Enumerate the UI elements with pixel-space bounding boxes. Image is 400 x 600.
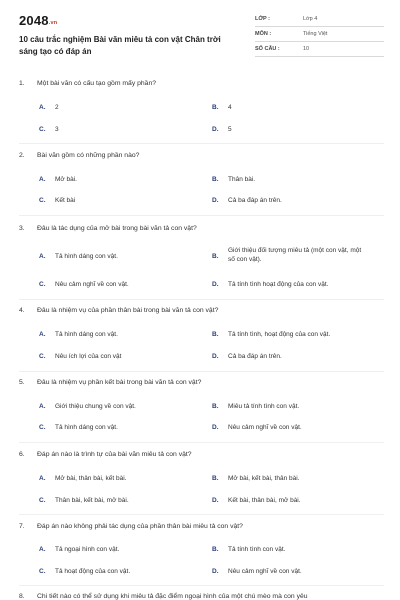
site-logo[interactable] bbox=[19, 13, 57, 28]
option-c[interactable]: C. Tả hoạt động của con vật. bbox=[39, 568, 131, 575]
option-d[interactable]: D. Cả ba đáp án trên. bbox=[212, 197, 282, 204]
question-text: 3. Đâu là tác dụng của mở bài trong bài văn tả con vật? bbox=[19, 225, 197, 232]
option-b[interactable]: B. Mở bài, kết bài, thân bài. bbox=[212, 475, 300, 482]
option-a[interactable]: A. Mở bài, thân bài, kết bài. bbox=[39, 475, 127, 482]
meta-value: 10 bbox=[303, 45, 310, 52]
question-text: 5. Đâu là nhiệm vụ phần kết bài trong bài văn tả con vật? bbox=[19, 379, 202, 386]
option-a[interactable]: A. 2 bbox=[39, 104, 59, 111]
divider bbox=[19, 299, 384, 300]
logo-domain: .vn bbox=[48, 20, 58, 26]
option-c[interactable]: C. Nêu ích lợi của con vật bbox=[39, 353, 122, 360]
meta-value: Tiếng Việt bbox=[303, 30, 328, 37]
meta-row-class bbox=[255, 12, 384, 27]
option-d[interactable]: D. Cả ba đáp án trên. bbox=[212, 353, 282, 360]
document-header bbox=[19, 12, 384, 62]
divider bbox=[19, 143, 384, 144]
option-d[interactable]: D. Nêu cảm nghĩ về con vật. bbox=[212, 568, 302, 575]
option-d[interactable]: D. Nêu cảm nghĩ về con vật. bbox=[212, 424, 302, 431]
option-c[interactable]: C. Nêu cảm nghĩ về con vật. bbox=[39, 281, 129, 288]
option-b[interactable]: B. Miêu tả tính tình con vật. bbox=[212, 403, 300, 410]
document-title: 10 câu trắc nghiệm Bài văn miêu tả con vật Chân trời sáng tạo có đáp án bbox=[19, 35, 221, 56]
divider bbox=[19, 514, 384, 515]
logo-text: 2048 bbox=[19, 13, 49, 28]
meta-row-count bbox=[255, 42, 384, 57]
meta-key: MÔN : bbox=[255, 31, 272, 37]
option-d[interactable]: D. Tả tính tình hoạt động của con vật. bbox=[212, 281, 329, 288]
option-b[interactable]: B. Tả tính tình con vật. bbox=[212, 546, 286, 553]
option-d[interactable]: D. Kết bài, thân bài, mở bài. bbox=[212, 497, 301, 504]
meta-key: SỐ CÂU : bbox=[255, 46, 280, 52]
option-a[interactable]: A. Tả ngoại hình con vật. bbox=[39, 546, 120, 553]
option-c[interactable]: C. Tả hình dáng con vật. bbox=[39, 424, 118, 431]
question-text: 6. Đáp án nào là trình tự của bài văn miêu tả con vật? bbox=[19, 451, 192, 458]
question-text: 8. Chi tiết nào có thể sử dụng khi miêu tả đặc điểm ngoại hình của một chú mèo mà con yêu bbox=[19, 593, 308, 600]
option-a[interactable]: A. Mở bài. bbox=[39, 176, 77, 183]
option-b[interactable]: B. Tả tính tình, hoạt động của con vật. bbox=[212, 331, 331, 338]
option-a[interactable]: A. Giới thiệu chung về con vật. bbox=[39, 403, 136, 410]
question-text: 2. Bài văn gồm có những phần nào? bbox=[19, 152, 140, 159]
option-a[interactable]: A. Tả hình dáng con vật. bbox=[39, 253, 118, 260]
meta-row-subject bbox=[255, 27, 384, 42]
meta-info bbox=[255, 12, 384, 57]
option-c[interactable]: C. Kết bài bbox=[39, 197, 76, 204]
meta-value: Lớp 4 bbox=[303, 15, 318, 22]
divider bbox=[19, 371, 384, 372]
question-text: 1. Một bài văn có cấu tạo gồm mấy phần? bbox=[19, 80, 157, 87]
option-c[interactable]: C. 3 bbox=[39, 126, 59, 133]
option-b[interactable]: B. Thân bài. bbox=[212, 176, 256, 183]
option-c[interactable]: C. Thân bài, kết bài, mở bài. bbox=[39, 497, 129, 504]
option-d[interactable]: D. 5 bbox=[212, 126, 232, 133]
divider bbox=[19, 585, 384, 586]
divider bbox=[19, 215, 384, 216]
question-text: 7. Đáp án nào không phải tác dụng của phần thân bài miêu tả con vật? bbox=[19, 523, 243, 530]
option-a[interactable]: A. Tả hình dáng con vật. bbox=[39, 331, 118, 338]
divider bbox=[19, 442, 384, 443]
option-b[interactable]: B. Giới thiệu đối tượng miêu tả (một con vật, một số con vật). bbox=[212, 247, 362, 263]
meta-key: LỚP : bbox=[255, 16, 270, 22]
option-b[interactable]: B. 4 bbox=[212, 104, 232, 111]
question-text: 4. Đâu là nhiệm vụ của phần thân bài trong bài văn tả con vật? bbox=[19, 307, 219, 314]
